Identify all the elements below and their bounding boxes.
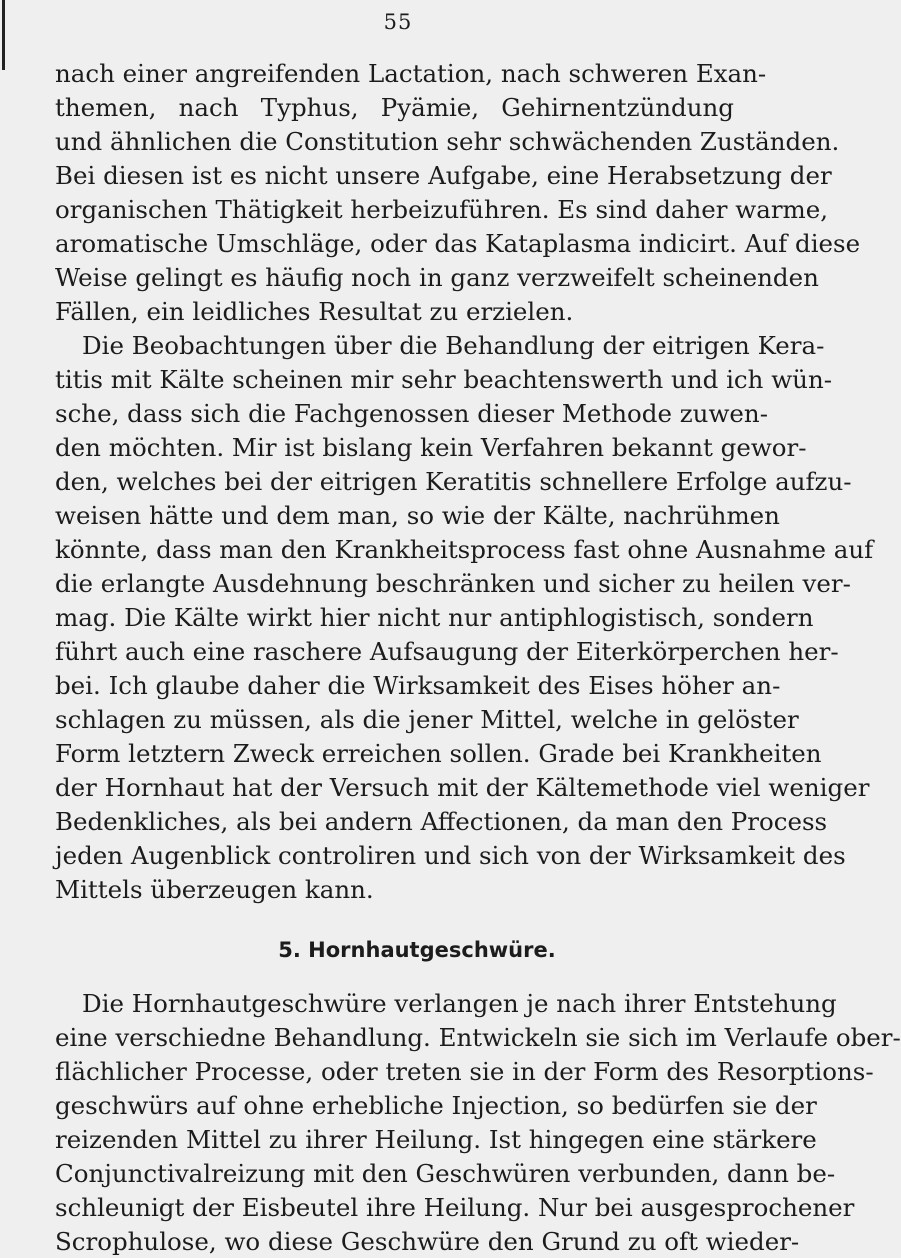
text-line: Bedenkliches, als bei andern Affectionen, da man den Process xyxy=(55,807,828,836)
text-line: sche, dass sich die Fachgenossen dieser Methode zuwen- xyxy=(55,399,768,428)
text-line: die erlangte Ausdehnung beschränken und sicher zu heilen ver- xyxy=(55,569,851,598)
text-line: titis mit Kälte scheinen mir sehr beachtenswerth und ich wün- xyxy=(55,365,833,394)
text-line: flächlicher Processe, oder treten sie in der Form des Resorptions- xyxy=(55,1057,874,1086)
page-number: 55 xyxy=(383,10,413,34)
text-line: eine verschiedne Behandlung. Entwickeln sie sich im Verlaufe ober- xyxy=(55,1023,901,1052)
text-line: Scrophulose, wo diese Geschwüre den Grund zu oft wieder- xyxy=(55,1227,800,1256)
text-line: den möchten. Mir ist bislang kein Verfahren bekannt gewor- xyxy=(55,433,807,462)
text-line: Form letztern Zweck erreichen sollen. Grade bei Krankheiten xyxy=(55,739,822,768)
text-line: organischen Thätigkeit herbeizuführen. Es sind daher warme, xyxy=(55,195,829,224)
text-line: Mittels überzeugen kann. xyxy=(55,875,374,904)
text-line: schlagen zu müssen, als die jener Mittel, welche in gelöster xyxy=(55,705,799,734)
text-line: Conjunctivalreizung mit den Geschwüren verbunden, dann be- xyxy=(55,1159,836,1188)
text-line: mag. Die Kälte wirkt hier nicht nur antiphlogistisch, sondern xyxy=(55,603,814,632)
text-line: Weise gelingt es häufig noch in ganz verzweifelt scheinenden xyxy=(55,263,819,292)
text-line: Die Beobachtungen über die Behandlung der eitrigen Kera- xyxy=(82,331,825,360)
text-line: könnte, dass man den Krankheitsprocess fast ohne Ausnahme auf xyxy=(55,535,874,564)
text-line: reizenden Mittel zu ihrer Heilung. Ist hingegen eine stärkere xyxy=(55,1125,817,1154)
text-line: führt auch eine raschere Aufsaugung der Eiterkörperchen her- xyxy=(55,637,839,666)
text-line: Die Hornhautgeschwüre verlangen je nach ihrer Entstehung xyxy=(82,989,837,1018)
text-line: Fällen, ein leidliches Resultat zu erzielen. xyxy=(55,297,574,326)
text-line: und ähnlichen die Constitution sehr schwächenden Zuständen. xyxy=(55,127,840,156)
text-line: der Hornhaut hat der Versuch mit der Kältemethode viel weniger xyxy=(55,773,870,802)
section-heading: 5. Hornhautgeschwüre. xyxy=(278,938,556,962)
text-line: den, welches bei der eitrigen Keratitis schnellere Erfolge aufzu- xyxy=(55,467,852,496)
text-line: weisen hätte und dem man, so wie der Kälte, nachrühmen xyxy=(55,501,780,530)
text-line: bei. Ich glaube daher die Wirksamkeit des Eises höher an- xyxy=(55,671,781,700)
text-line: geschwürs auf ohne erhebliche Injection, so bedürfen sie der xyxy=(55,1091,817,1120)
text-line: Bei diesen ist es nicht unsere Aufgabe, eine Herabsetzung der xyxy=(55,161,832,190)
text-line: themen, nach Typhus, Pyämie, Gehirnentzündung xyxy=(55,93,734,122)
text-line: schleunigt der Eisbeutel ihre Heilung. Nur bei ausgesprochener xyxy=(55,1193,855,1222)
text-line: nach einer angreifenden Lactation, nach schweren Exan- xyxy=(55,59,767,88)
text-line: aromatische Umschläge, oder das Kataplasma indicirt. Auf diese xyxy=(55,229,861,258)
text-line: jeden Augenblick controliren und sich von der Wirksamkeit des xyxy=(55,841,846,870)
binding-edge xyxy=(2,0,5,70)
